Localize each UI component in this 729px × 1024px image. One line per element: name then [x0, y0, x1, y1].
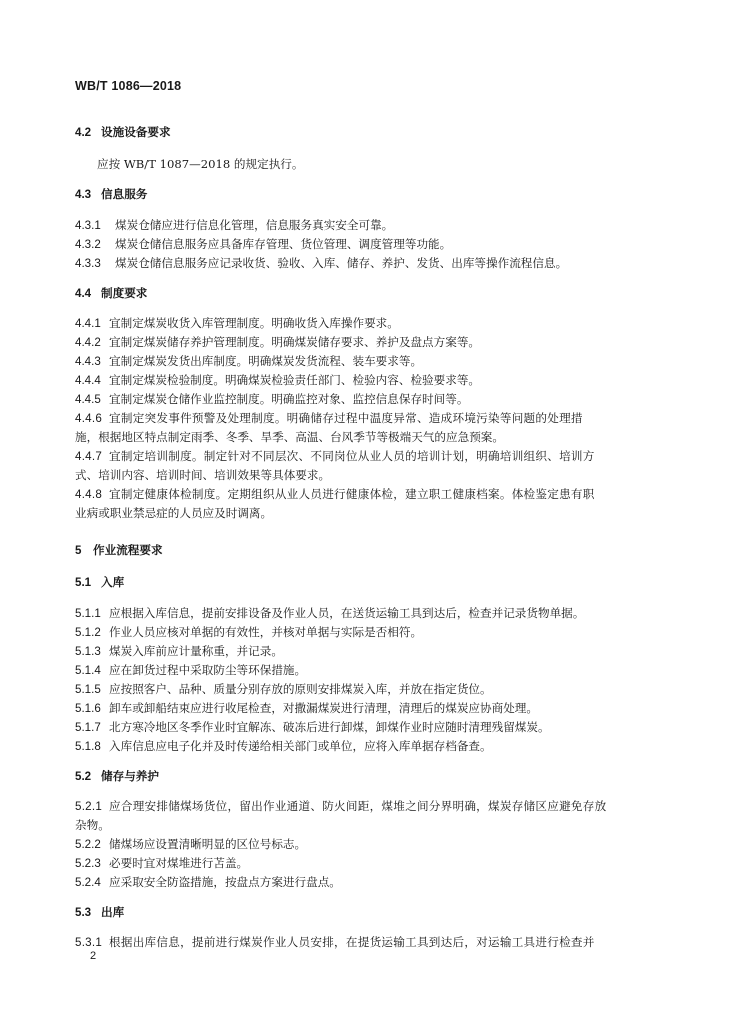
section-heading: 5.1 入库: [75, 575, 125, 589]
clause: 5.1.3 煤炭入库前应计量称重，并记录。: [75, 644, 283, 658]
section-heading: 4.2 设施设备要求: [75, 125, 171, 139]
clause: 4.3.1 煤炭仓储应进行信息化管理，信息服务真实安全可靠。: [75, 218, 394, 232]
clause: 4.4.8 宜制定健康体检制度。定期组织从业人员进行健康体检，建立职工健康档案。体检鉴定患有职: [75, 487, 595, 501]
clause: 5.1.6 卸车或卸船结束应进行收尾检查，对撒漏煤炭进行清理，清理后的煤炭应协商处理。: [75, 701, 538, 715]
section-heading: 5.3 出库: [75, 905, 125, 919]
clause: 5.1.8 入库信息应电子化并及时传递给相关部门或单位，应将入库单据存档备查。: [75, 739, 492, 753]
document-header: WB/T 1086—2018: [75, 79, 182, 93]
clause-continuation: 式、培训内容、培训时间、培训效果等具体要求。: [75, 468, 331, 482]
clause-continuation: 杂物。: [75, 818, 110, 832]
clause: 4.4.6 宜制定突发事件预警及处理制度。明确储存过程中温度异常、造成环境污染等问题的处理措: [75, 411, 583, 425]
clause: 4.3.2 煤炭仓储信息服务应具备库存管理、货位管理、调度管理等功能。: [75, 237, 452, 251]
section-heading: 4.4 制度要求: [75, 286, 148, 300]
clause: 4.4.7 宜制定培训制度。制定针对不同层次、不同岗位从业人员的培训计划，明确培训组织、培训方: [75, 449, 595, 463]
clause: 4.4.2 宜制定煤炭储存养护管理制度。明确煤炭储存要求、养护及盘点方案等。: [75, 335, 481, 349]
clause: 5.2.4 应采取安全防盗措施，按盘点方案进行盘点。: [75, 875, 341, 889]
clause: 5.2.1 应合理安排储煤场货位，留出作业通道、防火间距，煤堆之间分界明确，煤炭存储区应避免存放: [75, 799, 607, 813]
clause: 5.1.1 应根据入库信息，提前安排设备及作业人员，在送货运输工具到达后，检查并记录货物单据。: [75, 606, 585, 620]
clause: 4.4.5 宜制定煤炭仓储作业监控制度。明确监控对象、监控信息保存时间等。: [75, 392, 469, 406]
paragraph: 应按 WB/T 1087—2018 的规定执行。: [97, 157, 304, 171]
clause: 5.3.1 根据出库信息，提前进行煤炭作业人员安排，在提货运输工具到达后，对运输工具进行检查并: [75, 935, 595, 949]
section-heading: 5.2 储存与养护: [75, 769, 159, 783]
page-number: 2: [90, 950, 97, 962]
clause: 4.4.3 宜制定煤炭发货出库制度。明确煤炭发货流程、装车要求等。: [75, 354, 423, 368]
clause-continuation: 施，根据地区特点制定雨季、冬季、旱季、高温、台风季节等极端天气的应急预案。: [75, 430, 504, 444]
clause: 5.1.4 应在卸货过程中采取防尘等环保措施。: [75, 663, 307, 677]
clause: 5.1.2 作业人员应核对单据的有效性，并核对单据与实际是否相符。: [75, 625, 423, 639]
clause: 5.1.7 北方寒冷地区冬季作业时宜解冻、破冻后进行卸煤，卸煤作业时应随时清理残留煤炭。: [75, 720, 550, 734]
clause: 4.3.3 煤炭仓储信息服务应记录收货、验收、入库、储存、养护、发货、出库等操作流程信息。: [75, 256, 568, 270]
clause-continuation: 业病或职业禁忌症的人员应及时调离。: [75, 506, 273, 520]
clause: 4.4.1 宜制定煤炭收货入库管理制度。明确收货入库操作要求。: [75, 316, 399, 330]
chapter-heading: 5 作业流程要求: [75, 543, 163, 557]
section-heading: 4.3 信息服务: [75, 187, 148, 201]
clause: 4.4.4 宜制定煤炭检验制度。明确煤炭检验责任部门、检验内容、检验要求等。: [75, 373, 481, 387]
clause: 5.2.3 必要时宜对煤堆进行苫盖。: [75, 856, 249, 870]
clause: 5.1.5 应按照客户、品种、质量分别存放的原则安排煤炭入库，并放在指定货位。: [75, 682, 492, 696]
clause: 5.2.2 储煤场应设置清晰明显的区位号标志。: [75, 837, 307, 851]
